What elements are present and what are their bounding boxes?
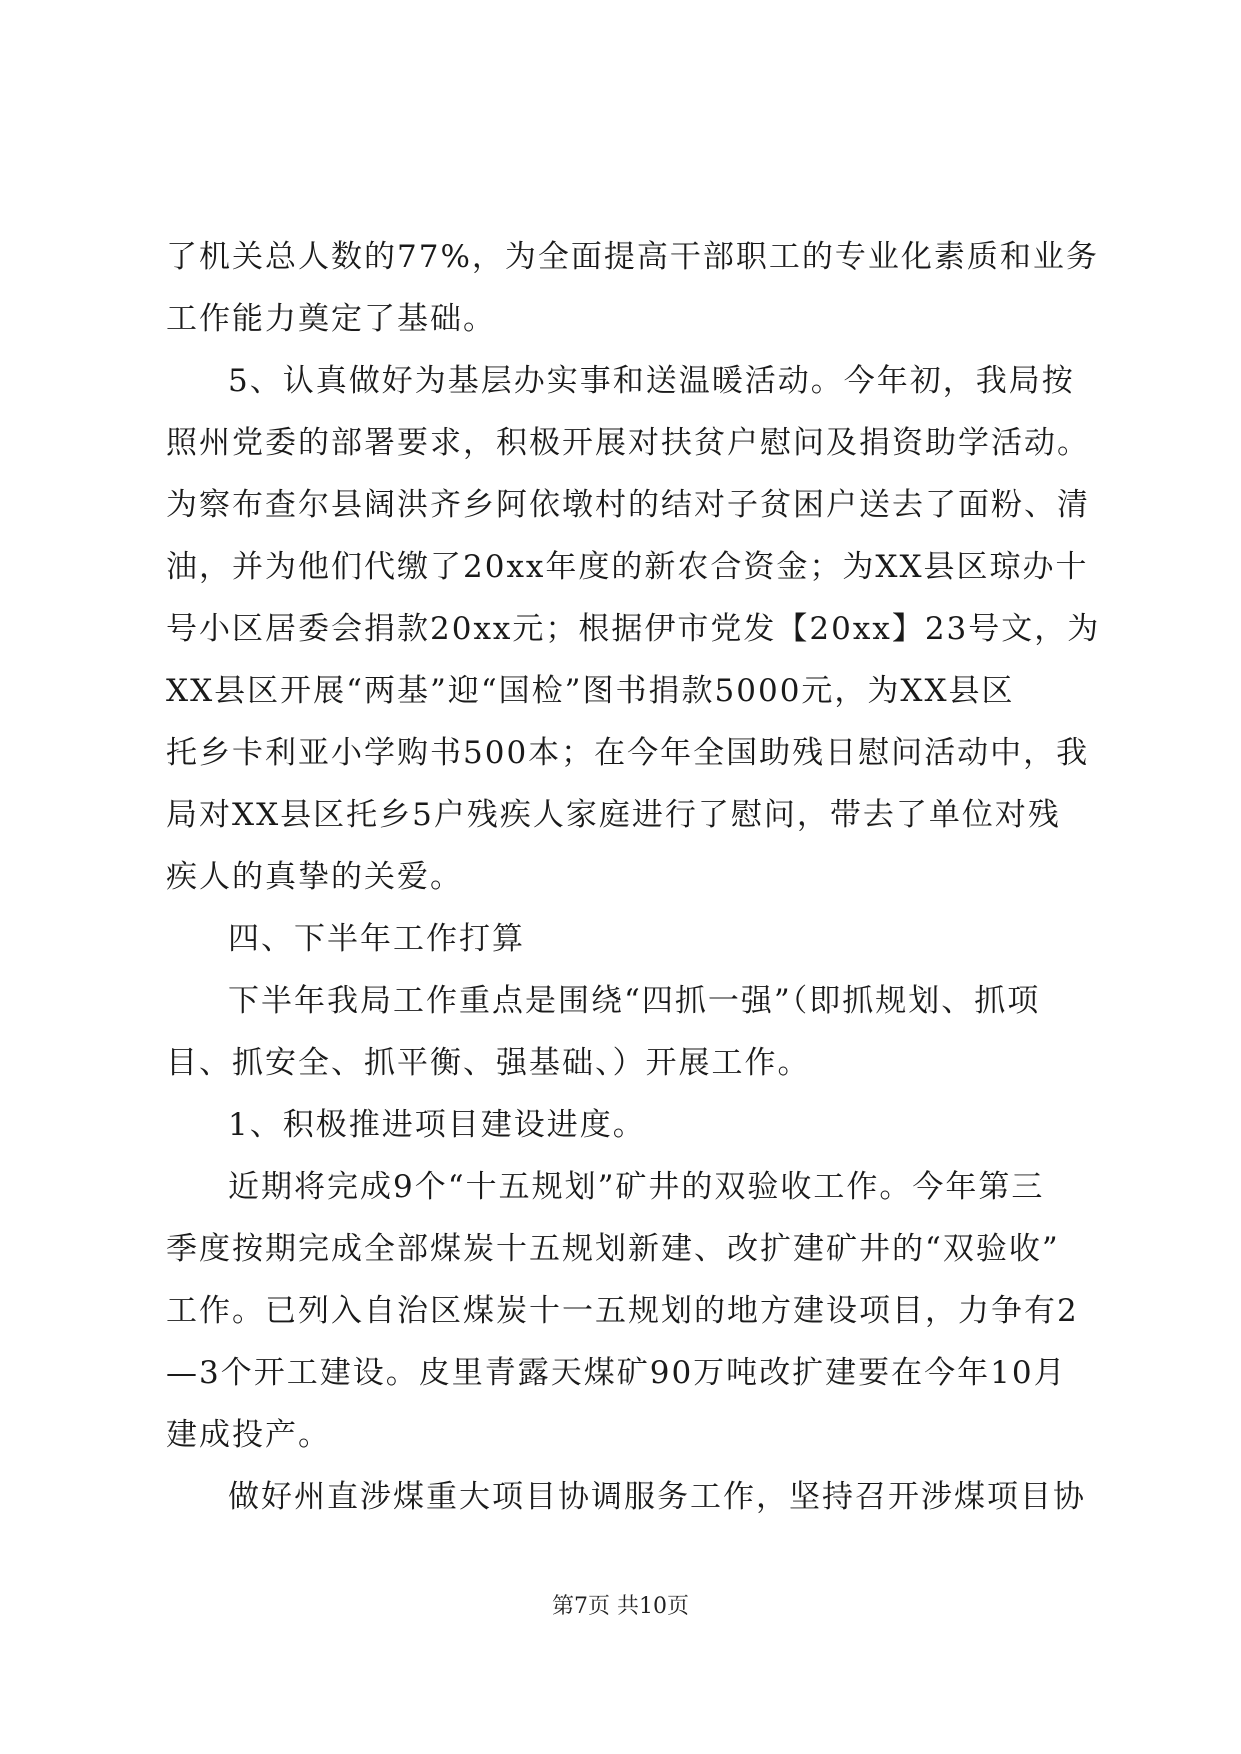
text-line: 建成投产。 <box>166 1417 331 1453</box>
text-line: 做好州直涉煤重大项目协调服务工作，坚持召开涉煤项目协 <box>228 1479 1086 1515</box>
text-line: 油，并为他们代缴了20xx年度的新农合资金；为XX县区琼办十 <box>166 549 1089 585</box>
text-line: 季度按期完成全部煤炭十五规划新建、改扩建矿井的“双验收” <box>166 1231 1060 1267</box>
text-line: 了机关总人数的77%，为全面提高干部职工的专业化素质和业务 <box>166 239 1099 275</box>
text-line: 下半年我局工作重点是围绕“四抓一强”（即抓规划、抓项 <box>228 983 1041 1019</box>
section-heading: 四、下半年工作打算 <box>228 921 525 957</box>
subsection-heading: 1、积极推进项目建设进度。 <box>228 1107 646 1143</box>
text-line: —3个开工建设。皮里青露天煤矿90万吨改扩建要在今年10月 <box>166 1355 1067 1391</box>
text-line: 局对XX县区托乡5户残疾人家庭进行了慰问，带去了单位对残 <box>166 797 1061 833</box>
text-line: 工作能力奠定了基础。 <box>166 301 496 337</box>
text-line: 为察布查尔县阔洪齐乡阿依墩村的结对子贫困户送去了面粉、清 <box>166 487 1090 523</box>
document-body <box>166 226 1101 1528</box>
text-line: 疾人的真挚的关爱。 <box>166 859 463 895</box>
text-line: 号小区居委会捐款20xx元；根据伊市党发【20xx】23号文，为 <box>166 611 1101 647</box>
text-line: 近期将完成9个“十五规划”矿井的双验收工作。今年第三 <box>228 1169 1045 1205</box>
text-line: 工作。已列入自治区煤炭十一五规划的地方建设项目，力争有2 <box>166 1293 1079 1329</box>
text-line: 5、认真做好为基层办实事和送温暖活动。今年初，我局按 <box>228 363 1075 399</box>
page-footer: 第7页 共10页 <box>552 1594 689 1619</box>
text-line: XX县区开展“两基”迎“国检”图书捐款5000元，为XX县区 <box>166 673 1015 709</box>
text-line: 目、抓安全、抓平衡、强基础、）开展工作。 <box>166 1045 811 1081</box>
text-line: 托乡卡利亚小学购书500本；在今年全国助残日慰问活动中，我 <box>166 735 1090 771</box>
text-line: 照州党委的部署要求，积极开展对扶贫户慰问及捐资助学活动。 <box>166 425 1090 461</box>
